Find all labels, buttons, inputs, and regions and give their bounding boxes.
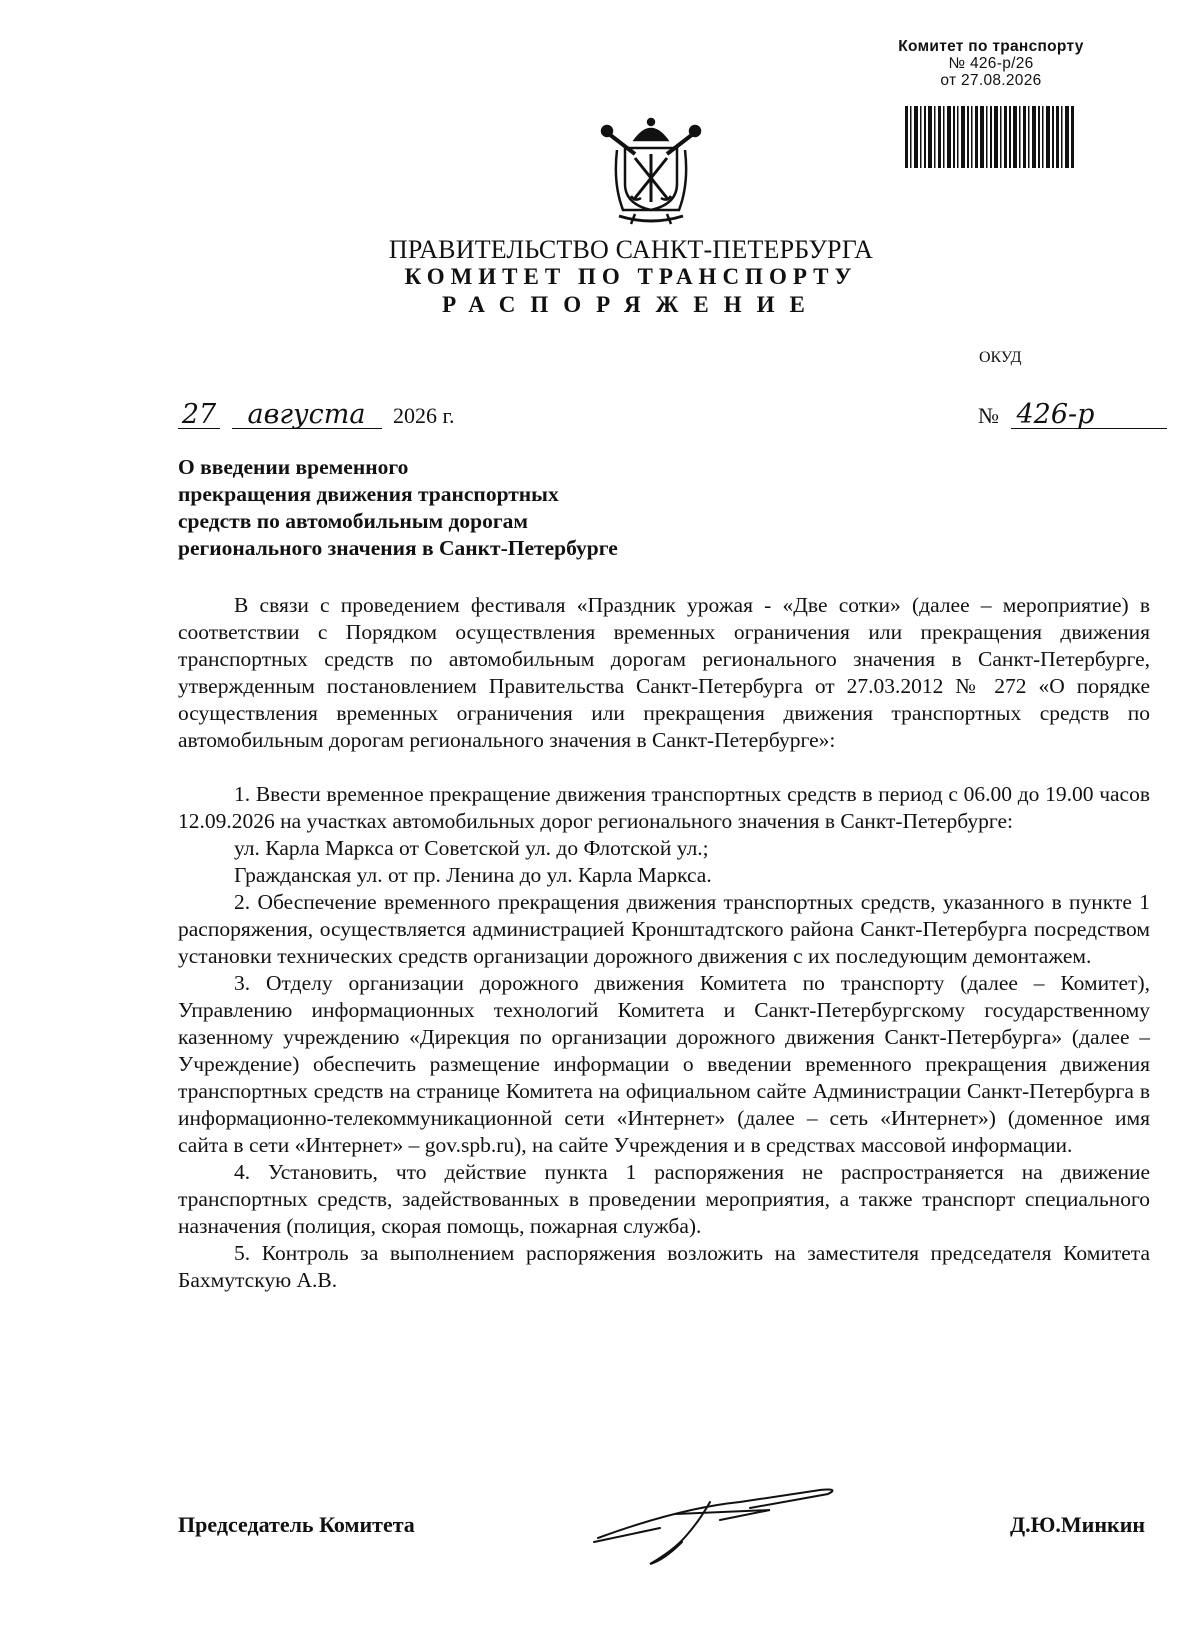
document-subject <box>178 454 698 562</box>
street-item: ул. Карла Маркса от Советской ул. до Флотской ул.; <box>234 836 709 860</box>
item-3-paragraph: 3. Отделу организации дорожного движения Комитета по транспорту (далее – Комитет), Управлению информационных технологий Комитета и Санкт-Петербургскому государственному казенному учреждению «Дирекция по организации дорожного движения Санкт-Петербурга» (далее – Учреждение) обеспечить размещение информации о введении временного прекращения движения транспортных средств на странице Комитета на официальном сайте Администрации Санкт-Петербурга в информационно-телекоммуникационной сети «Интернет» (далее – сеть «Интернет») (доменное имя сайта в сети «Интернет» – gov.spb.ru), на сайте Учреждения и в средствах массовой информации. <box>178 971 1150 1157</box>
subject-line: прекращения движения транспортных <box>178 482 559 506</box>
item-1-paragraph: 1. Ввести временное прекращение движения транспортных средств в период с 06.00 до 19.00 часов 12.09.2026 на участках автомобильных дорог регионального значения в Санкт-Петербурге: <box>178 782 1150 833</box>
okud-label: ОКУД <box>979 349 1022 366</box>
document-number <box>978 399 1167 430</box>
barcode <box>905 106 1075 168</box>
coat-of-arms-icon <box>595 114 707 226</box>
date-year: 2026 г. <box>393 403 455 428</box>
stamp-number: № 426-р/26 <box>948 55 1034 72</box>
item-5-paragraph: 5. Контроль за выполнением распоряжения возложить на заместителя председателя Комитета Бахмутскую А.В. <box>178 1241 1150 1292</box>
number-value: 426-р <box>1011 402 1167 429</box>
date-day: 27 <box>178 402 220 429</box>
item-4-paragraph: 4. Установить, что действие пункта 1 распоряжения не распространяется на движение транспортных средств, задействованных в проведении мероприятия, а также транспорт специального назначения (полиция, скорая помощь, пожарная служба). <box>178 1160 1150 1238</box>
handwritten-signature <box>590 1480 850 1570</box>
item-2-paragraph: 2. Обеспечение временного прекращения движения транспортных средств, указанного в пункте 1 распоряжения, осуществляется администрацией Кронштадтского района Санкт-Петербурга посредством установки технических средств организации дорожного движения с их последующим демонтажем. <box>178 890 1150 968</box>
stamp-date: от 27.08.2026 <box>940 72 1042 89</box>
subject-line: регионального значения в Санкт-Петербурге <box>178 536 618 560</box>
street-item: Гражданская ул. от пр. Ленина до ул. Карла Маркса. <box>234 863 712 887</box>
date-month: августа <box>232 402 382 429</box>
stamp-organization: Комитет по транспорту <box>898 38 1084 55</box>
document-type: РАСПОРЯЖЕНИЕ <box>442 292 820 317</box>
number-prefix: № <box>978 403 999 428</box>
signer-position: Председатель Комитета <box>178 1512 415 1537</box>
signer-name: Д.Ю.Минкин <box>1010 1512 1146 1537</box>
preamble-paragraph: В связи с проведением фестиваля «Праздник урожая - «Две сотки» (далее – мероприятие) в соответствии с Порядком осуществления временных ограничения или прекращения движения транспортных средств по автомобильным дорогам регионального значения в Санкт-Петербурге, утвержденным постановлением Правительства Санкт-Петербурга от 27.03.2012 № 272 «О порядке осуществления временных ограничения или прекращения движения транспортных средств по автомобильным дорогам регионального значения в Санкт-Петербурге»: <box>178 593 1150 752</box>
document-date <box>178 399 455 430</box>
subject-line: средств по автомобильным дорогам <box>178 509 529 533</box>
committee-title: КОМИТЕТ ПО ТРАНСПОРТУ <box>404 264 858 289</box>
subject-line: О введении временного <box>178 455 409 479</box>
government-title: ПРАВИТЕЛЬСТВО САНКТ-ПЕТЕРБУРГА <box>388 235 874 264</box>
registration-stamp <box>886 38 1096 89</box>
document-body <box>178 592 1150 1294</box>
